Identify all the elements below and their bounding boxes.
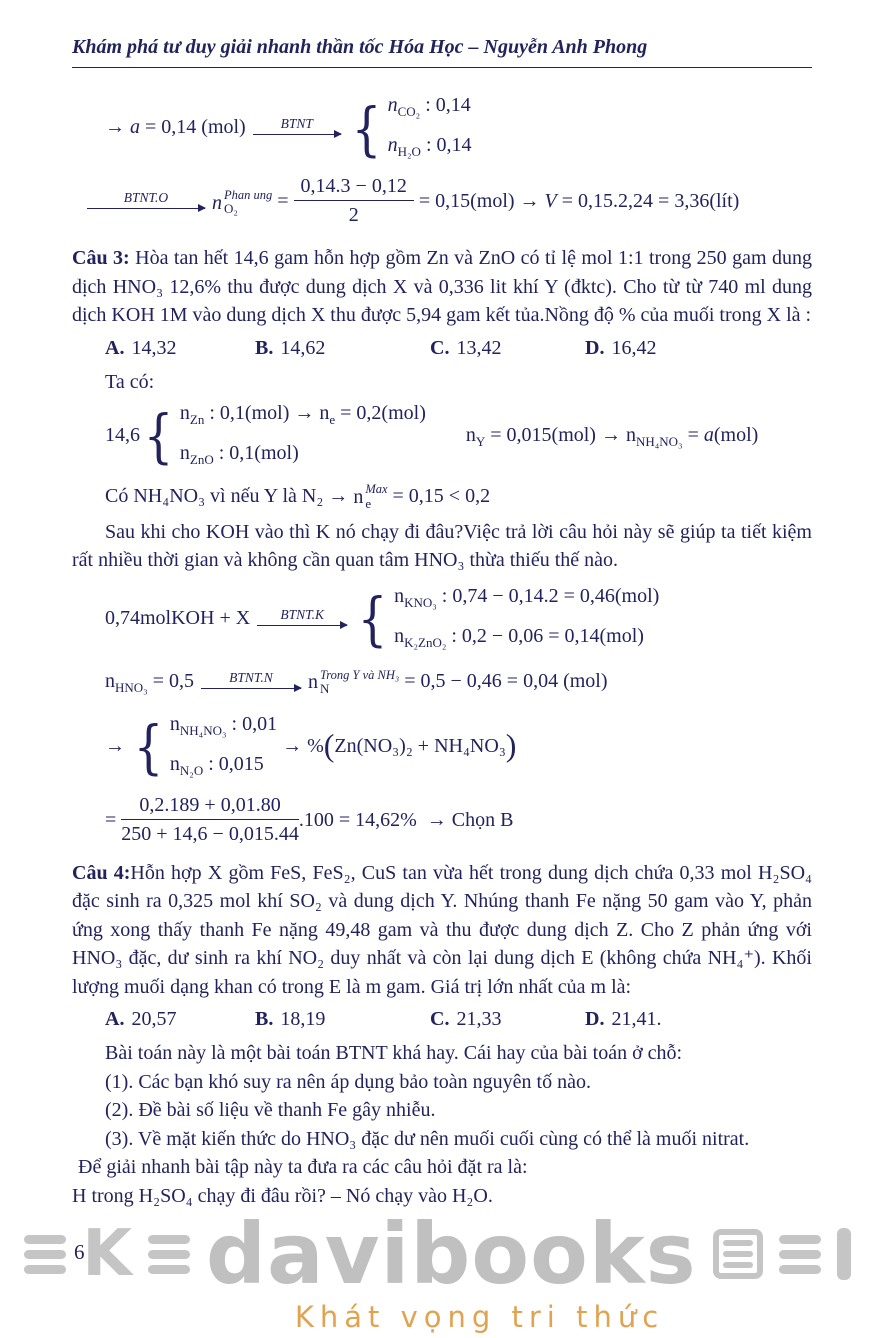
formula-text: : 0,015 (203, 752, 264, 775)
formula-text: 14,6 (105, 423, 140, 446)
q4-comment-line: (2). Đề bài số liệu về thanh Fe gây nhiễu. (105, 1099, 436, 1122)
choice-value: 14,32 (131, 336, 177, 359)
choice-letter: A. (105, 1008, 125, 1031)
formula-result-system (72, 711, 812, 784)
formula-text: → (105, 735, 130, 757)
brace-system: { $n_{KNO_3}$ : 0,74 − 0,14.2 = 0,46(mol) $n_{K_2ZnO_2}$ : 0,2 − 0,06 = 0,14(mol) (357, 584, 660, 654)
q3-explanation: Sau khi cho KOH vào thì K nó chạy đi đâu?Việc trả lời câu hỏi này sẽ giúp ta tiết kiệm rất nhiều thời gian và không cần quan tâm HNO₃ thừa thiếu thế nào. (72, 520, 812, 572)
choice-c (430, 1005, 585, 1033)
q4-comment-line: Để giải nhanh bài tập này ta đưa ra các câu hỏi đặt ra là: (78, 1156, 528, 1179)
running-header-title: Khám phá tư duy giải nhanh thần tốc Hóa Học – Nguyễn Anh Phong (72, 36, 648, 58)
symbol-with-sup-sub: n Phan ung O₂ (212, 187, 273, 217)
formula-text: = (272, 190, 294, 213)
choice-value: 16,42 (611, 336, 657, 359)
watermark-row (0, 1205, 875, 1303)
formula-text: = (105, 809, 122, 831)
formula-text: : 0,74 − 0,14.2 = 0,46(mol) (436, 584, 660, 607)
choice-letter: C. (430, 336, 450, 359)
symbol-with-subscript: $n_{Zn}$ (179, 401, 205, 427)
watermark-logo-left-bars2 (148, 1235, 190, 1274)
brace-system: { $n_{Zn}$ : $0,1(mol) \to n_e = 0,2(mol)$ $n_{ZnO}$ : 0,1(mol) (143, 401, 426, 470)
page-number: 6 (74, 1240, 85, 1264)
labeled-reaction-arrow: BTNT (253, 116, 341, 135)
formula-text: → (105, 116, 130, 139)
question-3 (72, 244, 812, 330)
formula-text: = 0,14 (mol) (140, 116, 246, 139)
formula-variable: a (703, 423, 714, 446)
davibooks-watermark (0, 1205, 875, 1334)
big-paren: ) (505, 727, 517, 764)
choice-value: 18,19 (280, 1008, 326, 1031)
labeled-reaction-arrow: BTNT.O (87, 190, 205, 209)
formula-text: = 0,15 < 0,2 (387, 484, 491, 507)
formula-variable: a (130, 116, 140, 139)
page-content (72, 34, 812, 1210)
choice-letter: A. (105, 336, 125, 359)
choice-letter: C. (430, 1008, 450, 1031)
symbol-with-subscript: $n_e$ (319, 401, 336, 427)
formula-text: : 0,1(mol) → (204, 401, 320, 424)
symbol-with-subscript: $n_{HNO_3}$ (105, 669, 148, 695)
formula-text: : 0,2 − 0,06 = 0,14(mol) (446, 624, 644, 647)
formula-zn-zno-system (72, 400, 812, 473)
formula-text: : 0,14 (420, 94, 471, 116)
formula-text: → % (277, 735, 324, 757)
choice-a (105, 1005, 255, 1033)
question-3-choices (72, 334, 812, 362)
watermark-logo-box-icon (713, 1229, 763, 1279)
choice-d (585, 1005, 661, 1033)
fraction: $\frac{0,2.189 + 0,01.80}{250 + 14,6 - 0,015.44}$ (121, 793, 299, 845)
formula-text: : 0,1(mol) (213, 441, 299, 464)
formula-variable: V (544, 190, 557, 213)
ta-co-label: Ta có: (105, 370, 155, 393)
choice-c (430, 334, 585, 362)
watermark-logo-left-bars (24, 1235, 66, 1274)
watermark-logo-right-bar (837, 1228, 851, 1280)
labeled-reaction-arrow: BTNT.N (201, 670, 301, 689)
formula-text: Zn(NO₃)₂ + NH₄NO₃ (334, 735, 506, 757)
formula-percent-result (72, 794, 812, 849)
symbol-with-sup-sub: n Max e (353, 482, 388, 511)
choice-b (255, 334, 430, 362)
brace-system: { $n_{CO_2}$ : 0,14 $n_{H_2O}$ : 0,14 (351, 94, 472, 163)
symbol-with-subscript: $n_{CO_2}$ (387, 94, 421, 119)
symbol-with-subscript: $n_{K_2ZnO_2}$ (394, 624, 447, 650)
symbol-with-subscript: $n_{H_2O}$ (387, 134, 421, 159)
choice-b (255, 1005, 430, 1033)
symbol-with-subscript: $n_Y$ (465, 423, 486, 449)
formula-text: = 0,2(mol) (335, 401, 426, 424)
choice-d (585, 334, 656, 362)
symbol-with-subscript: $n_{N_2O}$ (169, 752, 204, 778)
choice-value: 13,42 (456, 336, 502, 359)
formula-text: .100 = 14,62% → Chọn B (298, 809, 514, 831)
symbol-with-subscript: $n_{KNO_3}$ (394, 584, 437, 610)
formula-hno3-nitrogen (72, 666, 812, 703)
question-4-label: Câu 4: (72, 861, 131, 884)
formula-text: = 0,15.2,24 = 3,36(lít) (556, 190, 740, 213)
q4-comment-line: H trong H₂SO₄ chạy đi đâu rồi? – Nó chạy vào H₂O. (72, 1184, 493, 1207)
question-3-label: Câu 3: (72, 247, 130, 269)
symbol-with-subscript: $n_{NH_4NO_3}$ (169, 712, 227, 738)
formula-text: = 0,5 − 0,46 = 0,04 (mol) (399, 669, 608, 692)
question-4-text: Hỗn hợp X gồm FeS, FeS₂, CuS tan vừa hết trong dung dịch chứa 0,33 mol H₂SO₄ đặc sinh ra 0,325 mol khí SO₂ và dung dịch Y. Nhúng thanh Fe nặng 50 gam vào Y, phản ứng xong thấy thanh Fe nặng 49,48 gam và thu được dung dịch Z. Cho Z phản ứng với HNO₃ đặc, dư sinh ra khí NO₂ duy nhất và còn lại dung dịch E (không chứa NH₄⁺). Khối lượng muối dạng khan có trong E là m gam. Giá trị lớn nhất của m là: (72, 861, 812, 998)
choice-letter: B. (255, 336, 274, 359)
choice-letter: D. (585, 336, 605, 359)
question-4 (72, 859, 812, 1002)
formula-text: = (682, 423, 704, 446)
labeled-reaction-arrow: BTNT.K (257, 607, 347, 626)
choice-value: 21,41. (611, 1008, 662, 1031)
formula-text: = 0,5 (147, 669, 194, 692)
choice-value: 21,33 (456, 1008, 502, 1031)
choice-value: 14,62 (280, 336, 326, 359)
choice-a (105, 334, 255, 362)
formula-text: : 0,14 (420, 134, 472, 156)
choice-value: 20,57 (131, 1008, 177, 1031)
symbol-with-sup-sub: n Trong Y và NH₃ N (307, 667, 400, 697)
symbol-with-subscript: $n_{ZnO}$ (179, 441, 214, 467)
watermark-logo-k-mark: K (82, 1217, 132, 1291)
formula-koh-system (72, 583, 812, 656)
running-header (72, 34, 812, 68)
formula-nh4no3-check (72, 481, 812, 512)
choice-letter: B. (255, 1008, 274, 1031)
question-3-text: Hòa tan hết 14,6 gam hỗn hợp gồm Zn và ZnO có tỉ lệ mol 1:1 trong 250 gam dung dịch HNO₃ 12,6% thu được dung dịch X và 0,336 lit khí Y (đktc). Cho từ từ 740 ml dung dịch KOH 1M vào dung dịch X thu được 5,94 gam kết tủa.Nồng độ % của muối trong X là : (72, 247, 812, 326)
choice-letter: D. (585, 1008, 605, 1031)
formula-text: = 0,015(mol) → (485, 423, 626, 446)
formula-text: : 0,01 (226, 712, 278, 735)
brace-system: { $n_{NH_4NO_3}$ : 0,01 $n_{N_2O}$ : 0,015 (133, 712, 278, 782)
watermark-wordmark: davibooks (205, 1205, 697, 1303)
watermark-slogan: Khát vọng tri thức (294, 1300, 665, 1334)
q4-comment-line: (3). Về mặt kiến thức do HNO₃ đặc dư nên muối cuối cùng có thể là muối nitrat. (105, 1127, 750, 1150)
formula-text: = 0,15(mol) → (413, 190, 545, 213)
formula-a-mol-btnt (72, 92, 812, 165)
big-paren: ( (323, 727, 335, 764)
fraction: $\frac{0,14.3 - 0,12}{2}$ (294, 173, 414, 228)
formula-text: (mol) (713, 423, 759, 446)
formula-btnt-o-volume (72, 175, 812, 230)
question-4-choices (72, 1005, 812, 1033)
q4-comment-line: (1). Các bạn khó suy ra nên áp dụng bảo toàn nguyên tố nào. (105, 1070, 591, 1093)
q4-comment-line: Bài toán này là một bài toán BTNT khá hay. Cái hay của bài toán ở chỗ: (105, 1042, 683, 1065)
watermark-logo-right-bars (779, 1235, 821, 1274)
symbol-with-subscript: $n_{NH_4NO_3}$ (625, 423, 683, 449)
formula-text: 0,74molKOH + X (105, 607, 251, 629)
formula-text: Có NH₄NO₃ vì nếu Y là N₂ → (105, 484, 354, 507)
